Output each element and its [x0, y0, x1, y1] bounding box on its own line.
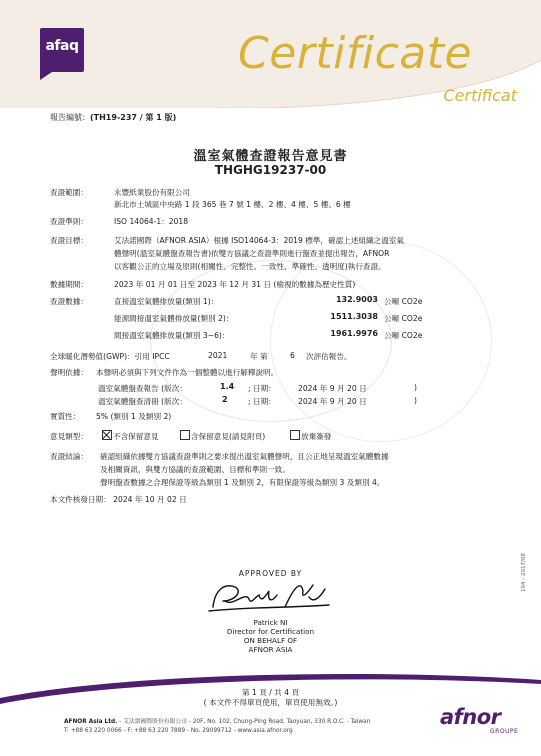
data-row-1-value: 132.9003: [335, 295, 378, 304]
data-row-2-value: 1511.3038: [330, 312, 378, 321]
data-row-3-value: 1961.9976: [330, 329, 378, 338]
stmt-row-2-date-label: ; 日期：: [248, 397, 276, 406]
statement-text: 本聲明必須與下列文件作為一個整體以進行解釋說明。: [96, 368, 279, 377]
footer-address: AFNOR Asia Ltd. - 艾法諾國際股份有限公司 - 20F, No. 102, Chung-Ping Road, Taoyuan, 330 R.O.C. - Taiwan T: +88 63 220 0066 - F: +88 63 220 7889 - No. 29099712 - www.asia.afnor.org: [64, 719, 371, 734]
standard-label: 查證準則：: [50, 217, 88, 226]
stmt-row-2-close: ): [414, 396, 417, 405]
signer-name: Patrick NI: [253, 618, 288, 627]
opinion-option-unqualified: 不含保留意見: [102, 430, 159, 442]
materiality-value: 5% (類別 1 及類別 2): [96, 412, 172, 421]
goal-line-3: 以客觀公正的立場及原則(相關性、完整性、一致性、準確性、透明度)執行查證。: [114, 262, 386, 271]
afnor-logo: afnor GROUPE: [440, 705, 519, 735]
scope-company: 永豐紙業股份有限公司: [114, 188, 190, 197]
goal-label: 查證目標：: [50, 236, 88, 245]
document-code: THGHG19237-00: [214, 163, 327, 177]
signer-org: AFNOR ASIA: [248, 645, 293, 654]
document-title: 溫室氣體查證報告意見書: [193, 149, 348, 164]
stmt-row-1-date: 2024 年 9 月 20 日: [298, 384, 367, 393]
signature-image: [205, 577, 335, 617]
approval-date: 本文件核發日期： 2024 年 10 月 02 日: [50, 495, 187, 504]
stmt-row-2-version: 2: [222, 395, 228, 404]
period-value: 2023 年 01 月 01 日至 2023 年 12 月 31 日 (檢視的數據為歷史性質): [114, 280, 356, 289]
data-row-3-unit: 公噸 CO2e: [384, 331, 423, 340]
data-row-2-label: 能源間接溫室氣體排放量(類別 2)：: [114, 314, 234, 323]
stmt-row-1-close: ): [414, 383, 417, 392]
materiality-label: 實質性：: [50, 412, 81, 421]
opinion-option-disclaimer: 放棄簽發: [290, 430, 331, 442]
stmt-row-1-version: 1.4: [220, 382, 235, 391]
signer-role: Director for Certification: [226, 627, 315, 636]
afaq-logo: afaq: [40, 28, 84, 72]
goal-line-1: 艾法諾國際（AFNOR ASIA）根據 ISO14064-3：2019 標準，確認上述組織之溫室氣: [114, 236, 404, 245]
opinion-option-qualified: 含保留意見(請見附頁): [180, 430, 265, 442]
gwp-tail: 次評估報告。: [306, 352, 352, 361]
conclusion-line-3: 聲明盤查數據之合理保證等級為類別 1 及類別 2，有限保證等級為類別 3 及類別 4。: [100, 478, 385, 487]
gwp-num: 6: [290, 351, 295, 360]
report-number: 報告編號：(TH19-237 / 第 1 版): [50, 113, 177, 122]
certificate-title: Certificate: [238, 28, 473, 79]
standard-value: ISO 14064-1：2018: [114, 217, 189, 226]
on-behalf-of: ON BEHALF OF: [243, 636, 298, 645]
data-row-1-label: 直接溫室氣體排放量(類別 1)：: [114, 297, 219, 306]
data-row-2-unit: 公噸 CO2e: [384, 314, 423, 323]
data-row-3-label: 間接溫室氣體排放量(類別 3~6)：: [114, 331, 230, 340]
stmt-row-1-label: 溫室氣體盤查報告 (版次：: [98, 384, 187, 393]
page-indicator: 第 1 頁 / 共 4 頁 ( 本文件不得單頁使用，單頁使用無效。): [203, 688, 338, 707]
approved-by: APPROVED BY: [238, 569, 303, 578]
scope-address: 新北市土城區中央路 1 段 365 巷 7 號 1 樓、2 樓、4 樓、5 樓、6 樓: [114, 200, 351, 209]
statement-label: 聲明依據：: [50, 368, 88, 377]
data-label: 查證數據：: [50, 297, 88, 306]
gwp-year: 2021: [208, 351, 228, 360]
goal-line-2: 體聲明(溫室氣體盤查報告書)依雙方協議之查證準則進行盤查並提出報告，AFNOR: [114, 249, 390, 258]
gwp-label: 全球暖化潛勢值(GWP)：引用 IPCC: [50, 352, 170, 361]
gwp-mid: 年 第: [250, 352, 268, 361]
conclusion-label: 查證結論：: [50, 452, 88, 461]
form-code: 104 - 2017/08: [521, 553, 527, 592]
stmt-row-1-date-label: ; 日期：: [248, 384, 276, 393]
data-row-1-unit: 公噸 CO2e: [384, 297, 423, 306]
scope-label: 查證範圍：: [50, 188, 88, 197]
checkbox-empty-icon: [180, 430, 190, 440]
conclusion-line-1: 確認組織依據雙方協議查證準則之要求提出溫室氣體聲明，且公正地呈現溫室氣體數據: [100, 452, 389, 461]
period-label: 數據期間：: [50, 280, 88, 289]
stmt-row-2-label: 溫室氣體盤查清冊 (版次：: [98, 397, 187, 406]
conclusion-line-2: 及相關資訊，與雙方協議的查證範圍、目標和準則一致。: [100, 465, 290, 474]
certificate-subtitle: Certificat: [443, 86, 517, 105]
checkbox-checked-icon: [102, 430, 112, 440]
stmt-row-2-date: 2024 年 9 月 20 日: [298, 397, 367, 406]
checkbox-empty-icon: [290, 430, 300, 440]
opinion-label: 意見類型：: [50, 432, 88, 441]
